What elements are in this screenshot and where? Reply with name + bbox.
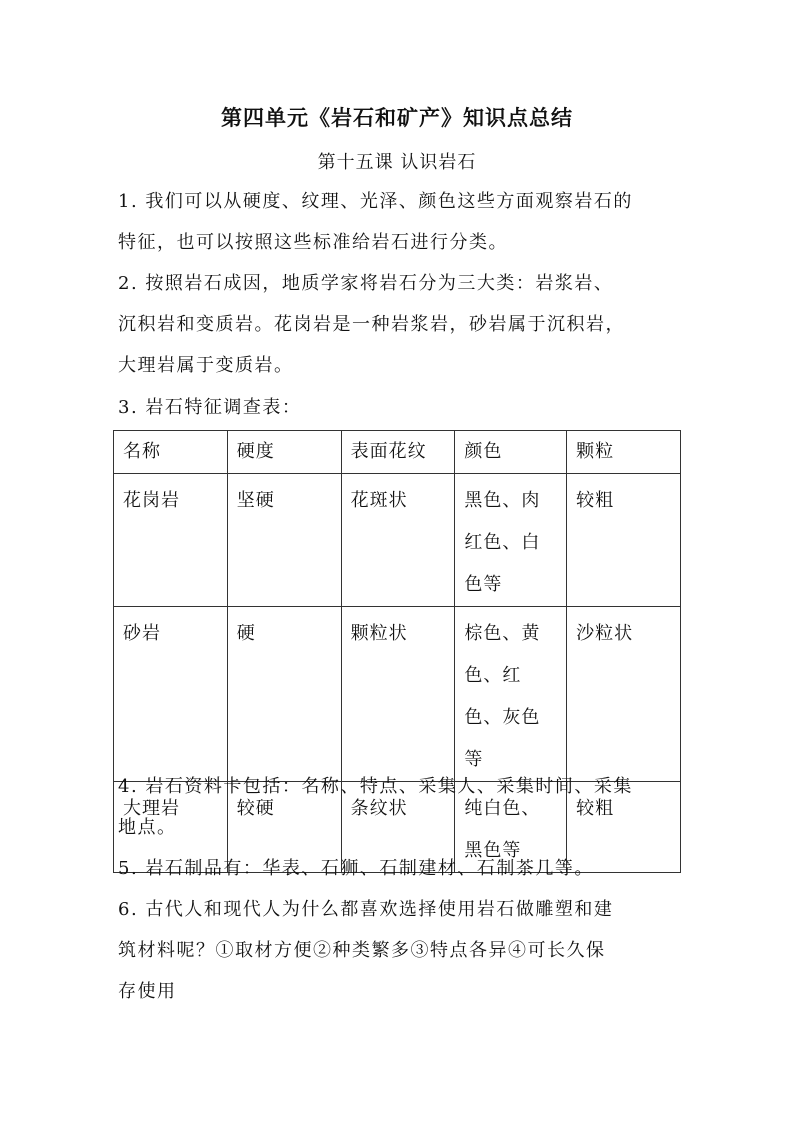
- paragraph-1: [118, 181, 688, 263]
- paragraph-3: [118, 387, 688, 428]
- table-cell: 沙粒状: [567, 607, 681, 782]
- table-header-cell: 名称: [114, 431, 228, 474]
- document-title: 第四单元《岩石和矿产》知识点总结: [221, 106, 573, 130]
- text-line: 地点。: [118, 817, 177, 838]
- paragraph-6: [118, 889, 688, 1012]
- text-line: 6. 古代人和现代人为什么都喜欢选择使用岩石做雕塑和建: [118, 899, 614, 920]
- text-line: 1. 我们可以从硬度、纹理、光泽、颜色这些方面观察岩石的: [118, 191, 633, 212]
- table-cell: 大理岩: [114, 782, 228, 873]
- text-line: 4. 岩石资料卡包括：名称、特点、采集人、采集时间、采集: [118, 776, 633, 797]
- table-cell: 较粗: [567, 474, 681, 607]
- text-line: 5. 岩石制品有：华表、石狮、石制建材、石制茶几等。: [118, 858, 594, 879]
- text-line: 特征，也可以按照这些标准给岩石进行分类。: [118, 232, 508, 253]
- table-cell: 较硬: [227, 782, 341, 873]
- table-cell: 砂岩: [114, 607, 228, 782]
- table-header-row: [114, 431, 681, 474]
- text-line: 2. 按照岩石成因，地质学家将岩石分为三大类：岩浆岩、: [118, 273, 614, 294]
- text-line: 沉积岩和变质岩。花岗岩是一种岩浆岩，砂岩属于沉积岩，: [118, 314, 625, 335]
- table-cell: 花斑状: [341, 474, 455, 607]
- table-header-cell: 颜色: [455, 431, 567, 474]
- paragraph-2: [118, 263, 688, 386]
- table-cell: 硬: [227, 607, 341, 782]
- paragraph-5: [118, 848, 688, 889]
- table-cell: 棕色、黄色、红色、灰色等: [455, 607, 567, 782]
- table-cell: 纯白色、黑色等: [455, 782, 567, 873]
- table-header-cell: 硬度: [227, 431, 341, 474]
- table-cell: 花岗岩: [114, 474, 228, 607]
- table-cell: 黑色、肉红色、白色等: [455, 474, 567, 607]
- table-header-cell: 颗粒: [567, 431, 681, 474]
- text-line: 3. 岩石特征调查表：: [118, 397, 302, 418]
- table-row: [114, 474, 681, 607]
- table-cell: 坚硬: [227, 474, 341, 607]
- table-row: [114, 607, 681, 782]
- paragraph-4: [118, 766, 688, 848]
- table-cell: 较粗: [567, 782, 681, 873]
- text-line: 筑材料呢？①取材方便②种类繁多③特点各异④可长久保: [118, 940, 606, 961]
- table-header-cell: 表面花纹: [341, 431, 455, 474]
- lesson-title: 第十五课 认识岩石: [317, 152, 477, 173]
- text-line: 存使用: [118, 981, 177, 1002]
- table-cell: 条纹状: [341, 782, 455, 873]
- table-cell: 颗粒状: [341, 607, 455, 782]
- text-line: 大理岩属于变质岩。: [118, 355, 294, 376]
